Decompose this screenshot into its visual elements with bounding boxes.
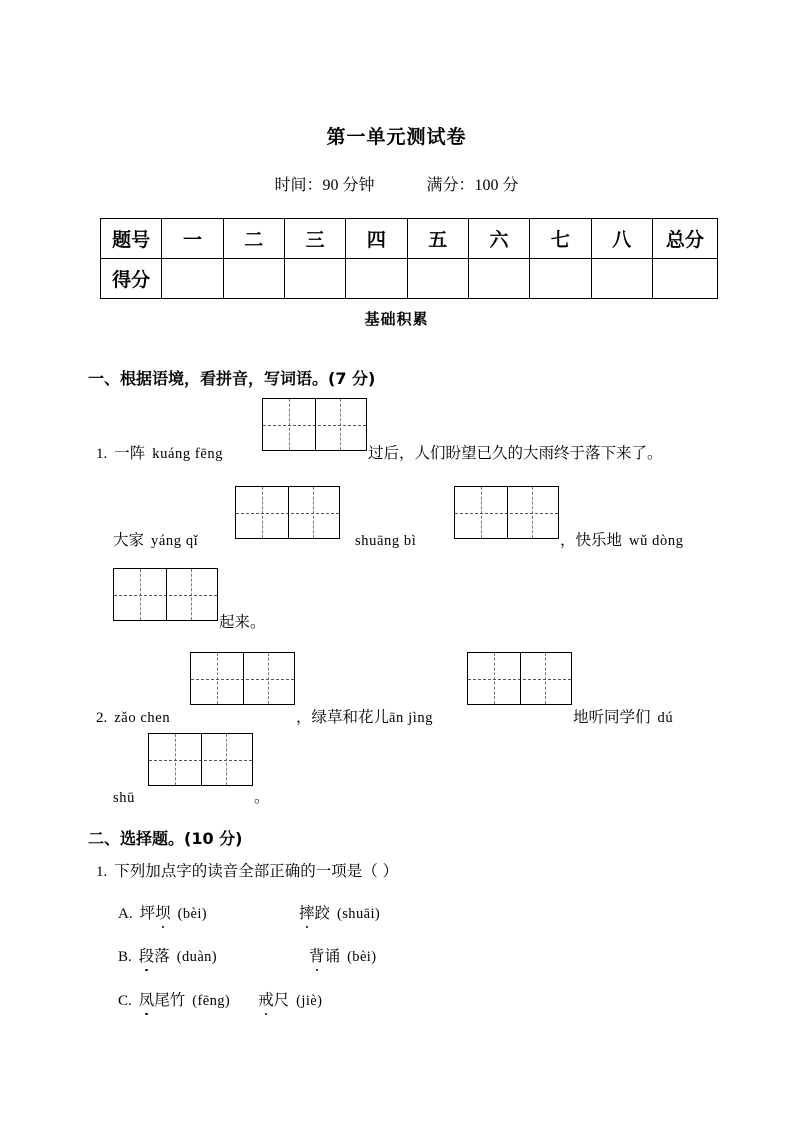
- q1-item1-line2-pinyin-c: wǔ dòng: [629, 533, 684, 549]
- score-table-col-total: 总分: [652, 219, 717, 259]
- score-cell-total[interactable]: [652, 259, 717, 299]
- q2-sub1-number: 1.: [96, 864, 108, 880]
- option-a-left-dotted-char: 坝: [155, 901, 171, 923]
- option-a-right-word-post: 跤: [314, 904, 331, 922]
- q1-item1-line2-text-b: ，快乐地: [560, 531, 623, 549]
- q1-item2-pinyin-a: zǎo chen: [114, 710, 171, 726]
- option-c-left-pinyin: (fēng): [192, 993, 231, 1009]
- box-divider-vertical: [243, 653, 244, 704]
- option-c-letter: C.: [118, 993, 132, 1009]
- score-table-col-6: 六: [468, 219, 529, 259]
- q1-item1-line2-pinyin-a: yáng qǐ: [151, 533, 199, 549]
- table-row-header: [101, 219, 718, 259]
- score-table-row-label-question: 题号: [101, 219, 162, 259]
- score-cell-7[interactable]: [530, 259, 591, 299]
- q1-item1-text-a: 一阵: [114, 444, 146, 462]
- option-c-left-dotted-char: 凤: [139, 988, 155, 1010]
- q1-item2-number: 2.: [96, 710, 108, 726]
- page-title: 第一单元测试卷: [326, 126, 467, 148]
- q1-item1-line2-head: [113, 533, 198, 549]
- q1-item1-number: 1.: [96, 446, 108, 462]
- q1-item1-text-b: 过后，人们盼望已久的大雨终于落下来了。: [368, 444, 663, 462]
- q1-item1-line1: [96, 446, 223, 462]
- box-divider-vertical: [507, 487, 508, 538]
- q1-item1-pinyin-a: kuáng fēng: [152, 446, 224, 462]
- option-b-right-pinyin: (bèi): [347, 949, 377, 965]
- box-divider-vertical: [520, 653, 521, 704]
- section-banner-basics: 基础积累: [364, 310, 429, 328]
- q1-item2-line2-head: [113, 790, 135, 806]
- option-a[interactable]: [118, 901, 380, 923]
- option-b-left-pinyin: (duàn): [176, 949, 218, 965]
- score-table-col-1: 一: [162, 219, 223, 259]
- option-b-left-dotted-char: 段: [139, 944, 155, 966]
- box-divider-vertical: [201, 734, 202, 785]
- score-table: [100, 218, 718, 299]
- q1-item2-text-b: 地听同学们: [573, 708, 651, 726]
- q1-item1-line2-pinyin-b: shuāng bì: [355, 533, 417, 549]
- option-a-right-dotted-char: 摔: [299, 901, 315, 923]
- q1-item1-line1-tail: [368, 446, 663, 462]
- q1-item2-line1-tail: [573, 710, 673, 726]
- option-b[interactable]: [118, 944, 376, 966]
- q1-item1-line3: [219, 615, 266, 631]
- q1-item1-line3-text: 起来。: [219, 613, 266, 631]
- q1-item2-line2-tail: [254, 790, 270, 806]
- box-divider-vertical: [315, 399, 316, 450]
- score-table-col-8: 八: [591, 219, 652, 259]
- score-cell-4[interactable]: [346, 259, 407, 299]
- q1-item2-line1-mid: [296, 710, 433, 726]
- q1-item2-line2-text: 。: [254, 788, 270, 806]
- score-cell-5[interactable]: [407, 259, 468, 299]
- option-c[interactable]: [118, 988, 322, 1010]
- question-1-heading: 一、根据语境，看拼音，写词语。(7 分): [88, 369, 376, 388]
- exam-meta: [0, 172, 793, 195]
- option-a-right-pinyin: (shuāi): [337, 906, 381, 922]
- score-table-col-5: 五: [407, 219, 468, 259]
- q1-item2-text-a: ，绿草和花儿: [296, 708, 390, 726]
- q1-item2-line1-head: [96, 710, 170, 726]
- box-divider-vertical: [288, 487, 289, 538]
- score-cell-6[interactable]: [468, 259, 529, 299]
- q1-item2-pinyin-c: dú: [657, 710, 674, 726]
- option-a-left-pinyin: (bèi): [177, 906, 207, 922]
- option-c-left-word-post: 尾竹: [154, 991, 186, 1009]
- question-2-heading: 二、选择题。(10 分): [88, 829, 243, 848]
- option-b-right-dotted-char: 背: [309, 944, 325, 966]
- table-row-score: [101, 259, 718, 299]
- q1-item1-line2-tail: [560, 533, 684, 549]
- score-cell-1[interactable]: [162, 259, 223, 299]
- writing-box-anjing[interactable]: [467, 652, 572, 705]
- writing-box-dushu[interactable]: [148, 733, 253, 786]
- option-b-left-word-post: 落: [154, 947, 170, 965]
- score-table-col-3: 三: [284, 219, 345, 259]
- time-limit-label: 时间：90 分钟: [274, 177, 375, 194]
- box-divider-vertical: [166, 569, 167, 620]
- writing-box-wudong[interactable]: [113, 568, 218, 621]
- q1-item2-line2-pinyin: shū: [113, 790, 135, 806]
- writing-box-zaochen[interactable]: [190, 652, 295, 705]
- option-a-left-word-pre: 坪: [139, 904, 156, 922]
- score-table-col-7: 七: [530, 219, 591, 259]
- q1-item2-pinyin-b: ān jìng: [389, 710, 434, 726]
- writing-box-kuangfeng[interactable]: [262, 398, 367, 451]
- writing-box-shuangbi[interactable]: [454, 486, 559, 539]
- score-cell-3[interactable]: [284, 259, 345, 299]
- score-cell-2[interactable]: [223, 259, 284, 299]
- option-b-letter: B.: [118, 949, 132, 965]
- writing-box-yangqi[interactable]: [235, 486, 340, 539]
- score-cell-8[interactable]: [591, 259, 652, 299]
- option-c-right-pinyin: (jiè): [296, 993, 323, 1009]
- option-a-letter: A.: [118, 906, 133, 922]
- option-c-right-word-post: 尺: [273, 991, 290, 1009]
- q1-item1-line2-text-a: 大家: [113, 531, 145, 549]
- full-score-label: 满分：100 分: [426, 177, 519, 194]
- q1-item1-line2-mid: [355, 533, 416, 549]
- score-table-row-label-score: 得分: [101, 259, 162, 299]
- score-table-col-2: 二: [223, 219, 284, 259]
- q2-sub1-text: 下列加点字的读音全部正确的一项是（ ）: [114, 862, 399, 880]
- option-c-right-dotted-char: 戒: [258, 988, 274, 1010]
- option-b-right-word-post: 诵: [324, 947, 341, 965]
- q2-sub1: [96, 864, 398, 880]
- score-table-col-4: 四: [346, 219, 407, 259]
